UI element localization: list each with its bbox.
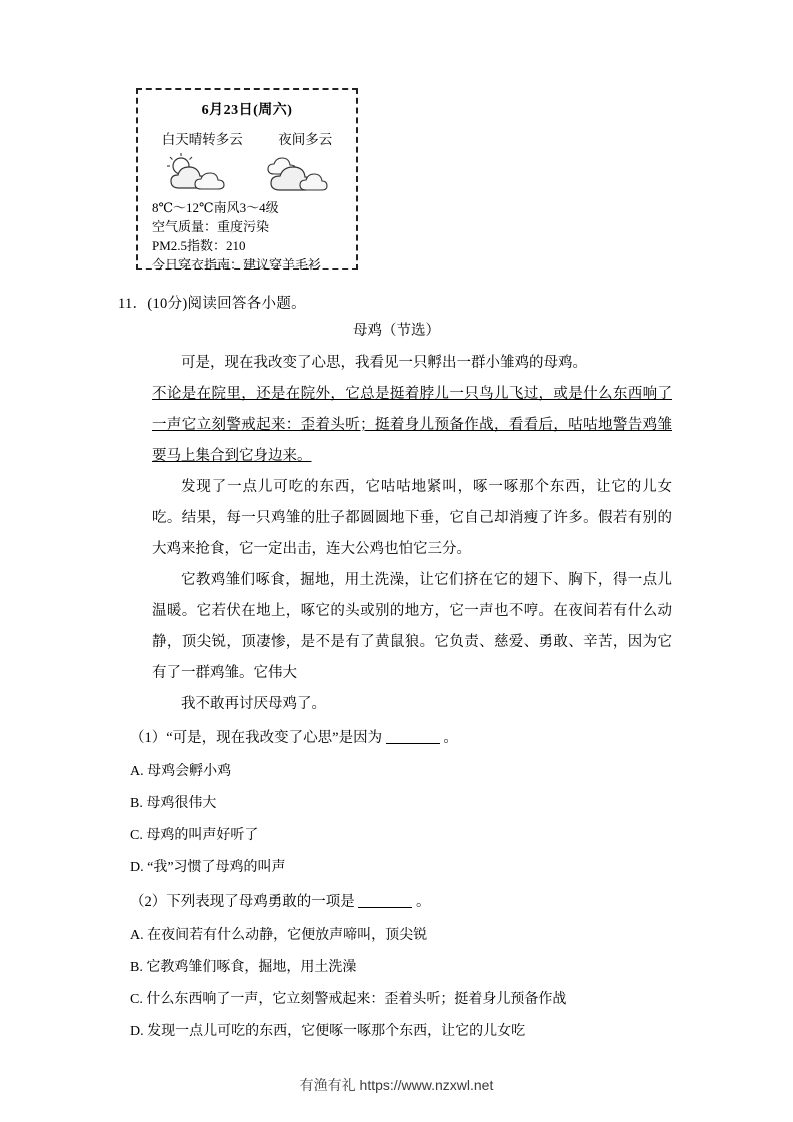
sub-question-1-blank[interactable] bbox=[386, 743, 440, 744]
passage-paragraph-1: 可是，现在我改变了心思，我看见一只孵出一群小雏鸡的母鸡。 bbox=[181, 355, 587, 371]
sub-question-2-option-d[interactable]: D. 发现一点儿可吃的东西，它便啄一啄那个东西，让它的儿女吃 bbox=[130, 1024, 526, 1039]
weather-card bbox=[136, 88, 358, 270]
sub-question-1-option-a[interactable]: A. 母鸡会孵小鸡 bbox=[130, 764, 232, 779]
sub-question-2-stem bbox=[130, 890, 431, 911]
sub-question-2-option-c[interactable]: C. 什么东西响了一声，它立刻警戒起来：歪着头听；挺着身儿预备作战 bbox=[130, 992, 567, 1007]
sub-question-2-option-b[interactable]: B. 它教鸡雏们啄食，掘地，用土洗澡 bbox=[130, 960, 357, 975]
weather-period-labels bbox=[138, 128, 356, 148]
weather-clothing-tip: 今日穿衣指南：建议穿羊毛衫 bbox=[152, 257, 322, 272]
weather-air-quality: 空气质量：重度污染 bbox=[152, 219, 270, 234]
passage-paragraph-4: 它教鸡雏们啄食，掘地，用土洗澡，让它们挤在它的翅下、胸下，得一点儿温暖。它若伏在地上，啄它的头或别的地方，它一声也不哼。在夜间若有什么动静，顶尖锐，顶凄惨，是不是有了黄鼠狼。它负责、慈爱、勇敢、辛苦，因为它有了一群鸡雏。它伟大 bbox=[152, 572, 672, 681]
sub-question-2-option-a[interactable]: A. 在夜间若有什么动静，它便放声啼叫，顶尖锐 bbox=[130, 928, 428, 943]
sub-question-2-blank[interactable] bbox=[358, 907, 412, 908]
weather-date: 6月23日(周六) bbox=[201, 103, 293, 118]
weather-pm25: PM2.5指数：210 bbox=[152, 238, 246, 253]
weather-day-label: 白天晴转多云 bbox=[161, 132, 243, 147]
sub-question-1-prefix: （1）“可是，现在我改变了心思”是因为 bbox=[130, 730, 383, 746]
question-number-line: 11．(10分)阅读回答各小题。 bbox=[118, 296, 306, 312]
passage-paragraph-3: 发现了一点儿可吃的东西，它咕咕地紧叫，啄一啄那个东西，让它的儿女吃。结果，每一只鸡雏的肚子都圆圆地下垂，它自己却消瘦了许多。假若有别的大鸡来抢食，它一定出击，连大公鸡也怕它三分。 bbox=[152, 479, 672, 557]
cloud-icon bbox=[260, 152, 334, 194]
weather-details bbox=[138, 198, 356, 274]
weather-night-label: 夜间多云 bbox=[278, 132, 333, 147]
sub-question-2-suffix: 。 bbox=[416, 894, 431, 910]
passage-title: 母鸡（节选） bbox=[353, 323, 440, 339]
weather-temp-wind: 8℃～12℃南风3～4级 bbox=[152, 200, 279, 215]
sub-question-1-suffix: 。 bbox=[443, 730, 458, 746]
sub-question-1-stem bbox=[130, 726, 458, 747]
sub-question-2-prefix: （2）下列表现了母鸡勇敢的一项是 bbox=[130, 894, 355, 910]
sun-cloud-icon bbox=[161, 152, 235, 194]
weather-icons bbox=[138, 150, 356, 194]
sub-question-1-option-c[interactable]: C. 母鸡的叫声好听了 bbox=[130, 828, 259, 843]
sub-question-1-option-d[interactable]: D. “我”习惯了母鸡的叫声 bbox=[130, 860, 286, 875]
passage-paragraph-5: 我不敢再讨厌母鸡了。 bbox=[181, 696, 326, 712]
sub-question-1-option-b[interactable]: B. 母鸡很伟大 bbox=[130, 796, 217, 811]
passage-paragraph-2-text: 不论是在院里，还是在院外，它总是挺着脖儿一只鸟儿飞过，或是什么东西响了一声它立刻警戒起来：歪着头听；挺着身儿预备作战，看看后，咕咕地警告鸡雏要马上集合到它身边来。 bbox=[152, 386, 672, 464]
footer-watermark: 有渔有礼 https://www.nzxwl.net bbox=[299, 1077, 494, 1093]
passage-paragraph-2 bbox=[152, 379, 672, 472]
